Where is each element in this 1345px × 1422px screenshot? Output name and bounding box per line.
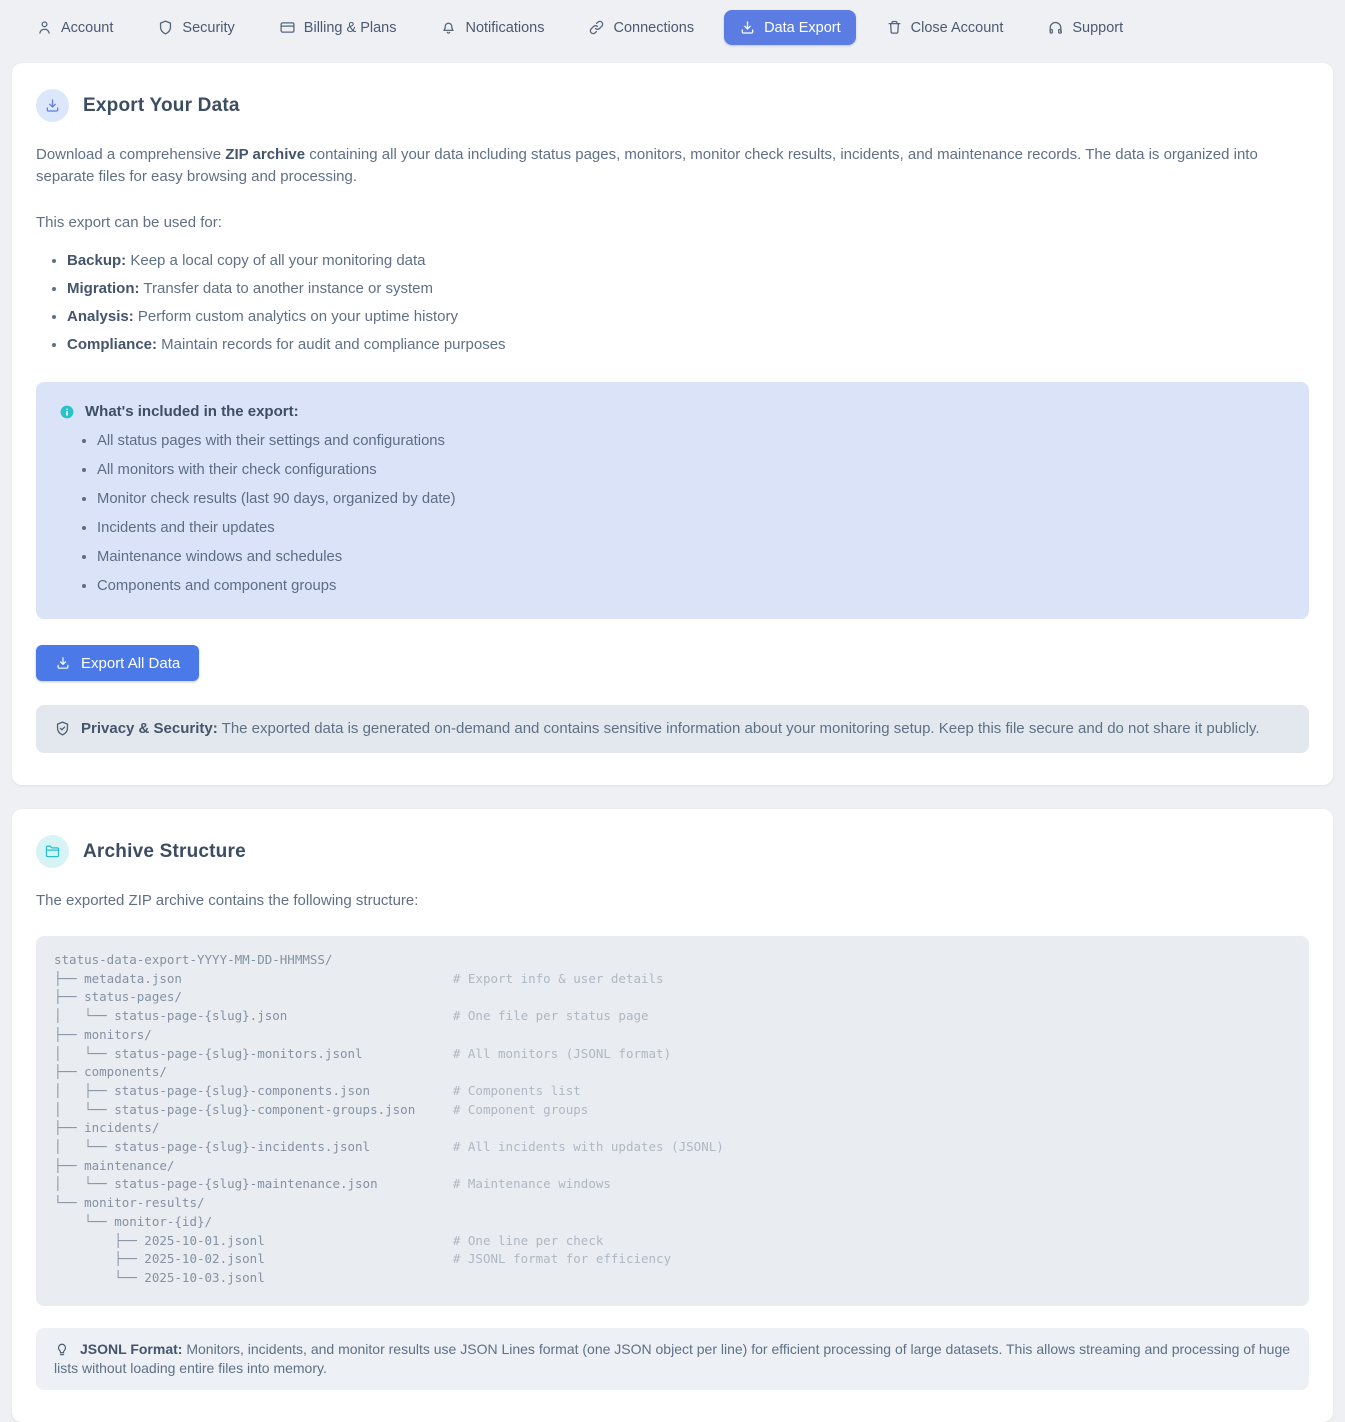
archive-tree xyxy=(36,936,1309,1306)
tree-line: │ └── status-page-{slug}-maintenance.json # Maintenance windows xyxy=(54,1176,611,1192)
privacy-security-note xyxy=(36,705,1309,753)
download-badge xyxy=(36,89,69,122)
privacy-note-text: The exported data is generated on-demand and contains sensitive information about your monitoring setup. Keep this file secure and do not share it publicly. xyxy=(221,720,1260,737)
jsonl-format-note xyxy=(36,1328,1309,1390)
tab-connections[interactable] xyxy=(588,19,694,36)
download-icon xyxy=(55,655,71,671)
tab-label: Billing & Plans xyxy=(303,19,397,36)
tree-line: │ └── status-page-{slug}-monitors.jsonl # All monitors (JSONL format) xyxy=(54,1045,672,1061)
usage-list xyxy=(36,250,1309,356)
archive-card-header xyxy=(36,835,1309,868)
lightbulb-icon xyxy=(54,1341,70,1357)
headphones-icon xyxy=(1047,19,1064,36)
tree-line: ├── 2025-10-02.jsonl # JSONL format for efficiency xyxy=(54,1251,672,1267)
tree-line: │ └── status-page-{slug}-component-groups.json # Component groups xyxy=(54,1101,589,1117)
privacy-note-label: Privacy & Security: xyxy=(81,720,218,737)
trash-icon xyxy=(886,19,903,36)
usage-item: • Migration: Transfer data to another instance or system xyxy=(67,278,1309,300)
tree-line: ├── monitors/ xyxy=(54,1026,152,1042)
tab-data-export[interactable] xyxy=(724,10,856,45)
included-item: • Maintenance windows and schedules xyxy=(97,546,1285,568)
tab-account[interactable] xyxy=(36,19,113,36)
tab-support[interactable] xyxy=(1047,19,1123,36)
user-icon xyxy=(36,19,53,36)
archive-intro: The exported ZIP archive contains the following structure: xyxy=(36,892,419,909)
included-list xyxy=(60,430,1285,597)
tab-security[interactable] xyxy=(157,19,234,36)
included-box-title: What's included in the export: xyxy=(85,403,299,420)
tree-line: ├── maintenance/ xyxy=(54,1157,175,1173)
export-intro: Download a comprehensive ZIP archive containing all your data including status pages, monitors, monitor check results, incidents, and maintenance records. The data is organized into separate files for easy browsing and processing. xyxy=(36,146,1258,185)
archive-structure-card xyxy=(12,809,1333,1422)
tree-line: └── 2025-10-03.jsonl xyxy=(54,1269,265,1285)
jsonl-note-text: Monitors, incidents, and monitor results use JSON Lines format (one JSON object per line) for efficient processing of large datasets. This allows streaming and processing of huge lists without loading entire files into memory. xyxy=(54,1340,1291,1376)
shield-check-icon xyxy=(54,720,71,737)
tree-line: │ └── status-page-{slug}-incidents.jsonl # All incidents with updates (JSONL) xyxy=(54,1139,724,1155)
usage-heading: This export can be used for: xyxy=(36,214,222,231)
usage-item: • Backup: Keep a local copy of all your monitoring data xyxy=(67,250,1309,272)
tab-label: Account xyxy=(61,19,114,36)
tree-line: ├── 2025-10-01.jsonl # One line per check xyxy=(54,1232,604,1248)
tree-line: │ ├── status-page-{slug}-components.json # Components list xyxy=(54,1082,581,1098)
tab-billing-plans[interactable] xyxy=(279,19,397,36)
tree-line: └── monitor-results/ xyxy=(54,1195,205,1211)
tab-label: Notifications xyxy=(465,19,545,36)
export-data-card xyxy=(12,63,1333,785)
tab-close-account[interactable] xyxy=(886,19,1004,36)
included-box xyxy=(36,382,1309,619)
usage-item: • Analysis: Perform custom analytics on your uptime history xyxy=(67,306,1309,328)
tab-label: Security xyxy=(182,19,235,36)
tree-line: └── monitor-{id}/ xyxy=(54,1213,213,1229)
included-item: • All status pages with their settings and configurations xyxy=(97,430,1285,452)
included-box-header xyxy=(60,403,1285,420)
folder-icon xyxy=(44,843,61,860)
tree-line: ├── components/ xyxy=(54,1064,167,1080)
tab-notifications[interactable] xyxy=(440,19,544,36)
credit-card-icon xyxy=(279,19,296,36)
link-icon xyxy=(588,19,605,36)
folder-badge xyxy=(36,835,69,868)
usage-item: • Compliance: Maintain records for audit and compliance purposes xyxy=(67,334,1309,356)
shield-icon xyxy=(157,19,174,36)
download-icon xyxy=(739,19,756,36)
export-card-title: Export Your Data xyxy=(83,94,240,116)
tree-line: │ └── status-page-{slug}.json # One file per status page xyxy=(54,1008,649,1024)
tree-line: ├── status-pages/ xyxy=(54,989,182,1005)
included-item: • All monitors with their check configurations xyxy=(97,459,1285,481)
tab-label: Connections xyxy=(613,19,695,36)
tree-line: status-data-export-YYYY-MM-DD-HHMMSS/ xyxy=(54,952,333,967)
included-item: • Components and component groups xyxy=(97,575,1285,597)
export-card-header xyxy=(36,89,1309,122)
tree-line: ├── incidents/ xyxy=(54,1120,160,1136)
export-button-label: Export All Data xyxy=(81,654,181,672)
archive-card-title: Archive Structure xyxy=(83,840,246,862)
tree-line: ├── metadata.json # Export info & user details xyxy=(54,970,664,986)
included-item: • Monitor check results (last 90 days, organized by date) xyxy=(97,488,1285,510)
jsonl-note-label: JSONL Format: xyxy=(80,1340,183,1357)
settings-tab-bar xyxy=(0,0,1345,55)
tab-label: Support xyxy=(1072,19,1124,36)
export-all-data-button[interactable] xyxy=(36,645,199,681)
tab-label: Close Account xyxy=(910,19,1004,36)
bell-icon xyxy=(440,19,457,36)
download-icon xyxy=(44,97,61,114)
info-icon xyxy=(60,405,74,419)
included-item: • Incidents and their updates xyxy=(97,517,1285,539)
tab-label: Data Export xyxy=(764,19,841,36)
